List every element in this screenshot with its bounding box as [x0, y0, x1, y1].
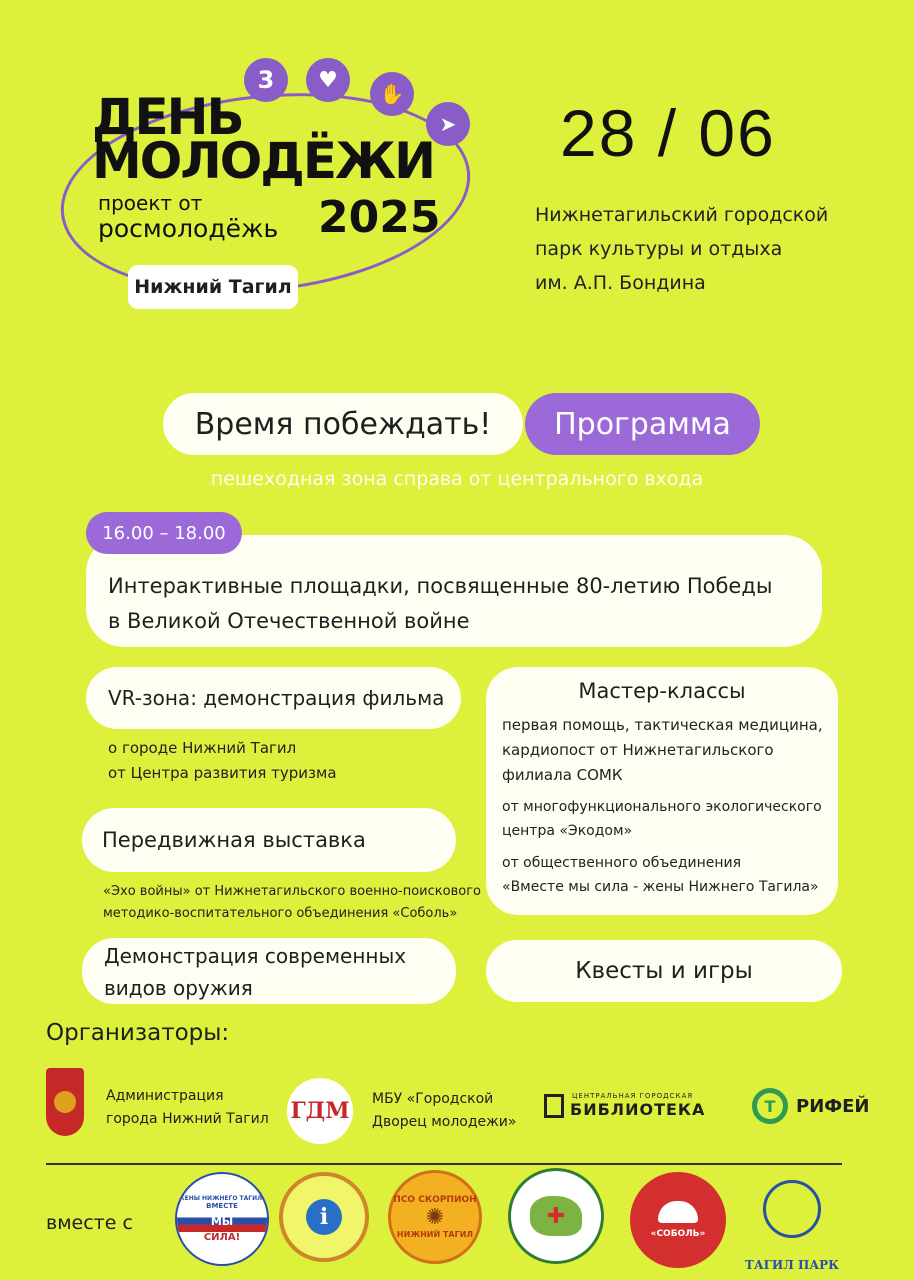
library-book-icon — [544, 1094, 564, 1118]
rifey-name: РИФЕЙ — [796, 1096, 870, 1117]
logo-subtitle — [98, 191, 279, 243]
partner-wives-top: ЖЕНЫ НИЖНЕГО ТАГИЛА — [177, 1195, 267, 1202]
masterclass-title: Мастер-классы — [578, 679, 746, 703]
masterclass-card — [486, 667, 838, 915]
masterclass-item — [502, 713, 823, 788]
logo-title — [92, 88, 435, 190]
partner-scorpion-top: ПСО СКОРПИОН — [393, 1195, 477, 1205]
city-label: Нижний Тагил — [128, 265, 298, 309]
partners-label: вместе с — [46, 1212, 133, 1234]
weapons-line: видов оружия — [104, 976, 253, 1000]
logo-title-line2: МОЛОДЁЖИ — [92, 132, 435, 190]
masterclass-line: филиала СОМК — [502, 766, 623, 784]
masterclass-line: от многофункционального экологического — [502, 799, 822, 815]
ferris-wheel-icon — [763, 1180, 821, 1238]
pointer-icon: ➤ — [426, 102, 470, 146]
exhibition-line: методико-воспитательного объединения «Соболь» — [103, 906, 458, 921]
weapons-line: Демонстрация современных — [104, 944, 407, 968]
rifey-logo-icon: T — [752, 1088, 788, 1124]
library-top: ЦЕНТРАЛЬНАЯ ГОРОДСКАЯ — [572, 1092, 694, 1100]
logo-sub-line1: проект от — [98, 191, 203, 215]
partner-sobol-name: «СОБОЛЬ» — [650, 1229, 706, 1239]
weapons-card — [82, 938, 456, 1004]
partner-tagil-park-name: ТАГИЛ ПАРК — [744, 1258, 840, 1272]
organizers-title: Организаторы: — [46, 1020, 230, 1046]
red-cross-icon: ✚ — [546, 1203, 566, 1229]
city-coat-of-arms-icon — [46, 1068, 84, 1136]
logo-title-line1: ДЕНЬ — [92, 88, 243, 146]
masterclass-line: кардиопост от Нижнетагильского — [502, 741, 774, 759]
masterclass-item — [502, 795, 822, 843]
divider — [46, 1163, 842, 1165]
partner-medical-logo — [508, 1168, 604, 1264]
vr-card — [86, 667, 461, 729]
exhibition-card — [82, 808, 456, 872]
exhibition-title: Передвижная выставка — [102, 828, 366, 852]
venue-line: Нижнетагильский городской — [535, 204, 829, 226]
vr-line: от Центра развития туризма — [108, 764, 337, 782]
org-admin-line: Администрация — [106, 1088, 224, 1104]
program-pill: Программа — [525, 393, 760, 455]
weapons-text — [104, 940, 406, 1004]
logo-sub-line2: росмолодёжь — [98, 214, 279, 243]
partner-tagil-park-logo — [742, 1170, 842, 1280]
gdm-mark: ГДМ — [290, 1098, 350, 1124]
zone-note: пешеходная зона справа от центрального входа — [210, 468, 704, 490]
masterclass-item — [502, 851, 819, 899]
interactive-text — [108, 569, 772, 639]
heart-icon: ♥ — [306, 58, 350, 102]
partner-wives-logo — [175, 1172, 269, 1266]
motto-pill: Время побеждать! — [163, 393, 523, 455]
region-map-icon — [530, 1196, 582, 1236]
vr-line: о городе Нижний Тагил — [108, 739, 297, 757]
org-admin — [106, 1085, 269, 1131]
masterclass-line: от общественного объединения — [502, 855, 742, 871]
partner-wives-flag: МЫ — [177, 1210, 267, 1232]
interactive-line: Интерактивные площадки, посвященные 80-летию Победы — [108, 574, 773, 598]
org-gdm — [372, 1088, 516, 1134]
partner-scorpion-bottom: НИЖНИЙ ТАГИЛ — [396, 1230, 474, 1239]
venue — [535, 198, 828, 300]
logo-year: 2025 — [318, 192, 441, 243]
exhibition-line: «Эхо войны» от Нижнетагильского военно-поискового — [103, 884, 481, 899]
partner-sobol-logo — [630, 1172, 726, 1268]
org-gdm-line: Дворец молодежи» — [372, 1114, 517, 1130]
info-icon: i — [306, 1199, 342, 1235]
gdm-logo — [287, 1078, 353, 1144]
org-gdm-line: МБУ «Городской — [372, 1091, 494, 1107]
partner-wives-bottom: СИЛА! — [203, 1232, 241, 1243]
library-name: БИБЛИОТЕКА — [570, 1100, 706, 1119]
time-badge: 16.00 – 18.00 — [86, 512, 242, 554]
venue-line: парк культуры и отдыха — [535, 238, 783, 260]
logo-badge-number: 3 — [244, 58, 288, 102]
masterclass-line: «Вместе мы сила - жены Нижнего Тагила» — [502, 879, 819, 895]
helmet-icon — [658, 1201, 698, 1223]
quests-card: Квесты и игры — [486, 940, 842, 1002]
event-date: 28 / 06 — [560, 96, 776, 170]
partner-wives-line: ВМЕСТЕ — [206, 1202, 238, 1210]
scorpion-icon: ✺ — [425, 1205, 445, 1230]
vr-description — [108, 736, 337, 786]
org-admin-line: города Нижний Тагил — [106, 1111, 269, 1127]
hands-icon: ✋ — [370, 72, 414, 116]
interactive-line: в Великой Отечественной войне — [108, 609, 470, 633]
coat-emblem-icon — [54, 1091, 76, 1113]
venue-line: им. А.П. Бондина — [535, 272, 706, 294]
partner-scorpion-logo — [388, 1170, 482, 1264]
masterclass-line: центра «Экодом» — [502, 823, 633, 839]
exhibition-description — [103, 881, 481, 925]
masterclass-line: первая помощь, тактическая медицина, — [502, 716, 823, 734]
vr-title: VR-зона: демонстрация фильма — [108, 686, 445, 710]
partner-tourism-logo — [279, 1172, 369, 1262]
